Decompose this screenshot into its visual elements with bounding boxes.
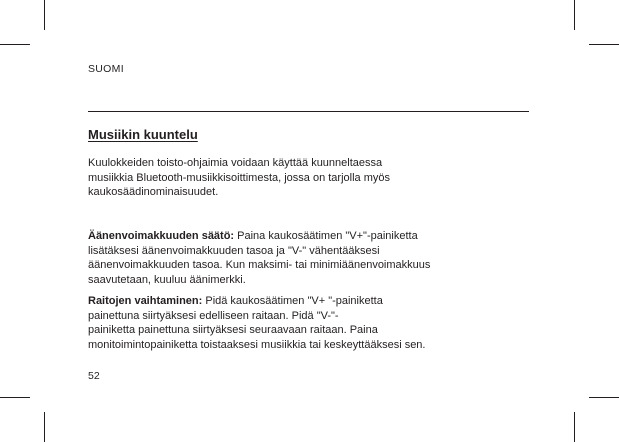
intro-line: Kuulokkeiden toisto-ohjaimia voidaan käyttää kuunneltaessa <box>88 157 383 169</box>
volume-line: äänenvoimakkuuden tasoa. Kun maksimi- tai minimiäänenvoimakkuus <box>88 259 431 271</box>
crop-mark-bottom-left-vertical <box>44 412 45 442</box>
tracks-line: monitoimintopainiketta toistaaksesi musiikkia tai keskeyttääksesi sen. <box>88 338 426 351</box>
page-number: 52 <box>88 370 100 382</box>
tracks-paragraph <box>88 294 528 352</box>
crop-mark-top-right-vertical <box>574 0 575 30</box>
intro-line: musiikkia Bluetooth-musiikkisoittimesta, jossa on tarjolla myös <box>88 171 390 184</box>
crop-mark-bottom-right-vertical <box>574 412 575 442</box>
intro-line: kaukosäädinominaisuudet. <box>88 186 219 198</box>
volume-label: Äänenvoimakkuuden säätö: <box>88 230 235 242</box>
header-divider <box>88 111 529 112</box>
volume-paragraph <box>88 229 528 287</box>
intro-paragraph <box>88 156 528 200</box>
crop-mark-top-left-horizontal <box>0 44 30 45</box>
volume-line: lisätäksesi äänenvoimakkuuden tasoa ja "V-" vähentääksesi <box>88 244 380 257</box>
volume-line: Paina kaukosäätimen "V+"-painiketta <box>234 230 418 242</box>
tracks-line: painiketta painettuna siirtyäksesi seuraavaan raitaan. Paina <box>88 324 378 336</box>
crop-mark-bottom-left-horizontal <box>0 397 30 398</box>
section-title: Musiikin kuuntelu <box>88 127 198 142</box>
language-label: SUOMI <box>88 63 124 75</box>
tracks-label: Raitojen vaihtaminen: <box>88 295 203 307</box>
crop-mark-bottom-right-horizontal <box>589 397 619 398</box>
tracks-line: painettuna siirtyäksesi edelliseen raitaan. Pidä "V-"- <box>88 309 339 322</box>
crop-mark-top-right-horizontal <box>589 44 619 45</box>
crop-mark-top-left-vertical <box>44 0 45 30</box>
tracks-line: Pidä kaukosäätimen "V+ "-painiketta <box>202 295 383 307</box>
volume-line: saavutetaan, kuuluu äänimerkki. <box>88 273 246 286</box>
